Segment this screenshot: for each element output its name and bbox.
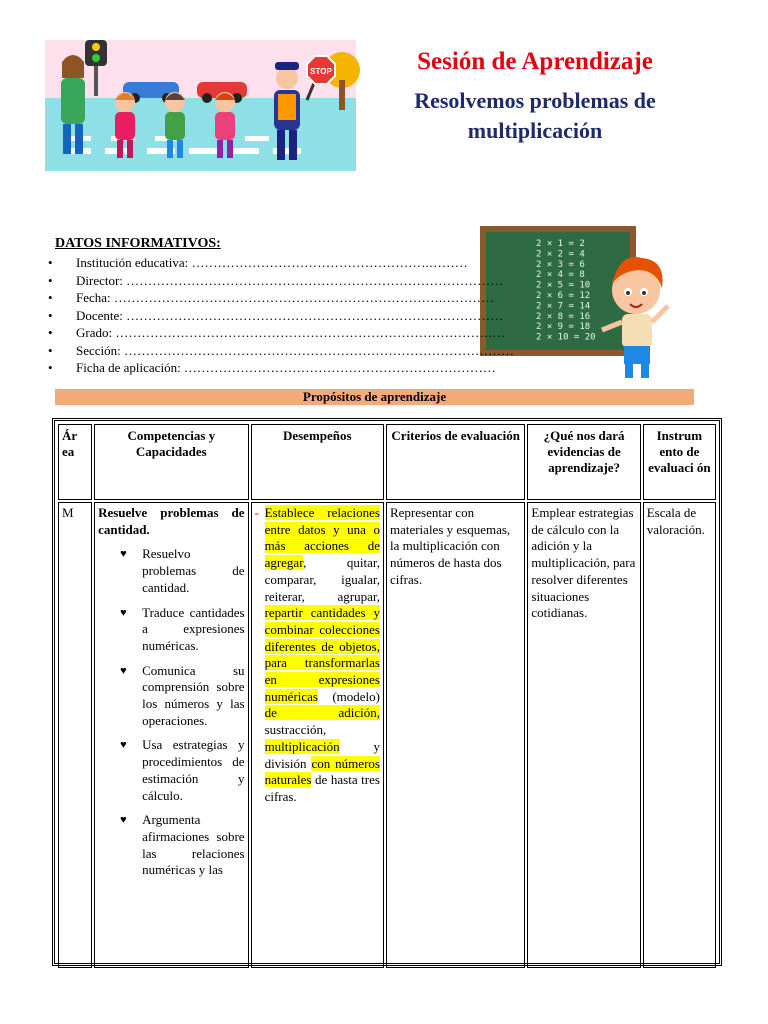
header-area: Ár ea xyxy=(58,424,92,500)
list-item: ♥ Comunica su comprensión sobre los números y las operaciones. xyxy=(98,663,244,730)
crosswalk-illustration xyxy=(45,40,356,171)
datos-item: • Director: …………………………………………………………………………… xyxy=(48,272,504,288)
chalkboard-illustration xyxy=(470,218,712,392)
table-row xyxy=(58,502,716,968)
header-criterios: Criterios de evaluación xyxy=(386,424,525,500)
capacidades-list xyxy=(98,546,244,879)
cell-evidencia: Emplear estrategias de cálculo con la adición y la multiplicación, para resolver diferentes situaciones cotidianas. xyxy=(527,502,640,968)
times-table-row: 2 × 7 = 14 xyxy=(536,301,591,312)
heart-bullet-icon: ♥ xyxy=(120,664,127,677)
datos-title: DATOS INFORMATIVOS: xyxy=(55,236,221,251)
datos-item: • Ficha de aplicación: ……………………………………………………………… xyxy=(48,360,496,375)
times-table-row: 2 × 10 = 20 xyxy=(536,332,596,343)
heart-bullet-icon: ♥ xyxy=(120,548,127,561)
desempeno-text: Establece relaciones entre datos y una o más acciones de agregar, quitar, comparar, igualar, reiterar, agrupar, repartir cantidades y combinar colecciones diferentes de objetos, para transformarlas en expresiones numéricas (modelo) de adición, sustracción, multiplicación y división con números naturales de hasta tres cifras. xyxy=(264,505,380,804)
times-table-row: 2 × 3 = 6 xyxy=(536,259,585,270)
times-table-row: 2 × 1 = 2 xyxy=(536,239,585,249)
times-table-row: 2 × 4 = 8 xyxy=(536,270,585,281)
session-subtitle: Resolvemos problemas de multiplicación xyxy=(414,88,656,143)
competencia-title: Resuelve problemas de cantidad. xyxy=(98,505,245,537)
times-table-row: 2 × 9 = 18 xyxy=(536,322,591,333)
times-table-row: 2 × 5 = 10 xyxy=(536,280,591,291)
heart-bullet-icon: ♥ xyxy=(120,814,127,827)
header-competencias: Competencias y Capacidades xyxy=(94,424,248,500)
datos-item: • Institución educativa: ……………………………………………….……… xyxy=(48,255,468,270)
list-item: ♥ Resuelvo problemas de cantidad. xyxy=(98,546,244,596)
header-desempenos: Desempeños xyxy=(251,424,384,500)
cell-competencias xyxy=(94,502,248,968)
header-instrumento: Instrum ento de evaluaci ón xyxy=(643,424,716,500)
table-header-row xyxy=(58,424,716,500)
propositos-banner: Propósitos de aprendizaje xyxy=(55,389,694,405)
session-title: Sesión de Aprendizaje xyxy=(417,48,653,75)
times-table-row: 2 × 8 = 16 xyxy=(536,311,591,322)
header-evidencias: ¿Qué nos dará evidencias de aprendizaje? xyxy=(527,424,640,500)
list-item: ♥ Argumenta afirmaciones sobre las relaciones numéricas y las xyxy=(98,812,244,879)
desempeno-dash: - xyxy=(254,505,259,520)
cell-area: M xyxy=(58,502,92,968)
datos-list xyxy=(48,254,515,377)
datos-item: • Docente: …………………………………………………………………………… xyxy=(48,307,504,323)
cell-criterio: Representar con materiales y esquemas, la multiplicación con números de hasta dos cifras. xyxy=(386,502,525,968)
cell-instrumento: Escala de valoración. xyxy=(643,502,716,968)
heart-bullet-icon: ♥ xyxy=(120,739,127,752)
datos-item: • Fecha: ………………………………………………………………….………… xyxy=(48,290,495,305)
list-item: ♥ Traduce cantidades a expresiones numéricas. xyxy=(98,605,244,655)
times-table-row: 2 × 2 = 4 xyxy=(536,249,585,260)
times-table-row: 2 × 6 = 12 xyxy=(536,291,591,301)
datos-item: • Grado: ……………………………………………………………………………… xyxy=(48,325,506,340)
datos-item: • Sección: ……………………………………………………………………………… xyxy=(48,342,515,358)
propositos-table xyxy=(56,422,718,970)
svg-text:STOP: STOP xyxy=(310,67,332,76)
heart-bullet-icon: ♥ xyxy=(120,606,127,619)
cell-desempeno xyxy=(251,502,384,968)
list-item: ♥ Usa estrategias y procedimientos de estimación y cálculo. xyxy=(98,737,244,804)
